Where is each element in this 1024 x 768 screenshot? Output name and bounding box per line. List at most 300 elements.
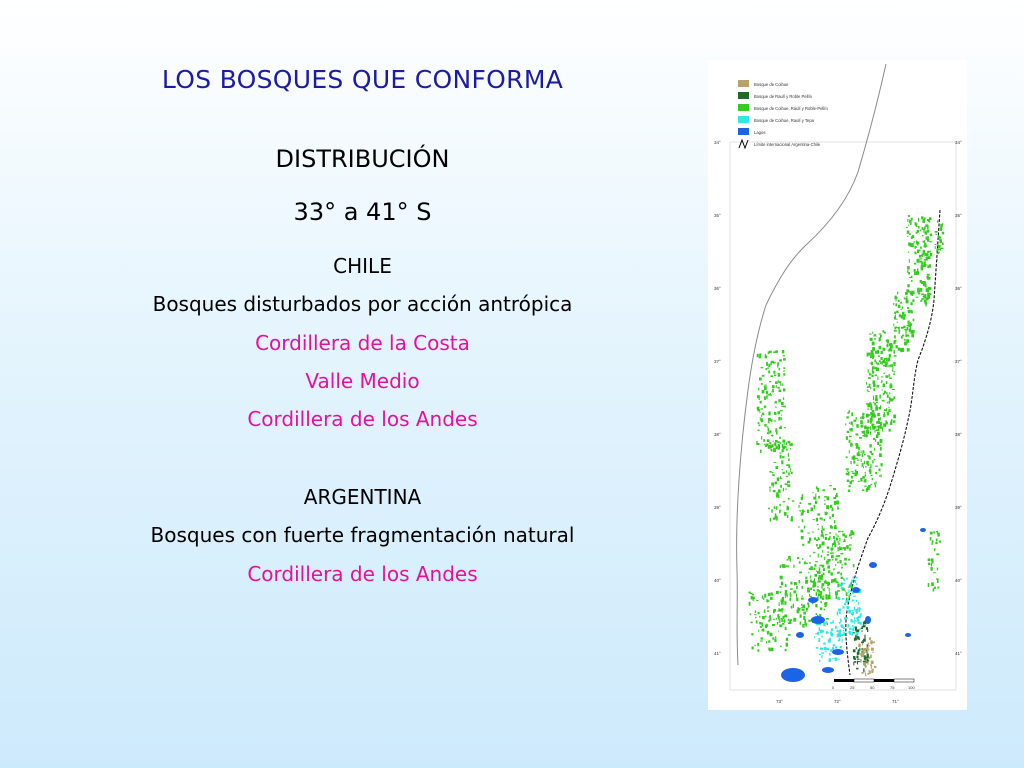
forest-patch [927,265,929,268]
forest-patch [829,559,831,561]
forest-patch [860,660,861,662]
forest-patch [935,542,937,544]
forest-patch [758,422,760,424]
forest-patch [780,610,782,611]
forest-patch [941,248,944,249]
legend-label: Límite internacional Argentina-Chile [754,142,821,147]
forest-patch [760,626,762,628]
forest-patch [846,456,848,458]
forest-patch [853,564,855,567]
forest-patch [823,568,825,571]
forest-patch [803,616,805,620]
forest-patch [782,406,785,407]
forest-patch [856,668,858,670]
forest-patch [844,539,846,541]
forest-patch [768,600,769,602]
forest-patch [788,565,790,567]
forest-patch [849,429,851,431]
forest-patch [883,330,885,332]
forest-patch [848,586,850,588]
forest-patch [919,255,922,258]
forest-patch [860,478,862,482]
forest-patch [859,437,862,439]
forest-patch [825,602,828,606]
forest-patch [786,590,787,591]
forest-patch [852,600,853,602]
forest-patch [853,576,854,578]
forest-patch [777,614,779,617]
forest-patch [823,534,824,538]
forest-patch [796,594,797,598]
forest-patch [765,616,767,618]
forest-patch [920,247,922,249]
forest-patch [892,389,895,390]
forest-patch [897,292,898,295]
forest-patch [872,478,874,480]
chile-region-andes: Cordillera de los Andes [247,407,478,431]
forest-patch [776,517,778,521]
forest-patch [901,348,904,352]
forest-patch [922,219,924,223]
forest-patch [894,312,896,315]
forest-patch [814,574,817,577]
forest-patch [847,600,848,603]
forest-patch [852,612,854,616]
forest-patches [749,215,945,676]
forest-patch [757,443,760,445]
forest-patch [822,489,825,491]
forest-patch [780,383,781,386]
forest-patch [764,444,766,446]
forest-patch [774,375,776,377]
forest-patch [770,488,771,492]
forest-patch [901,327,904,329]
forest-patch [849,485,851,487]
forest-patch [874,338,876,340]
forest-patch [864,461,865,464]
forest-patch [759,398,760,400]
forest-patch [886,422,888,425]
forest-patch [829,588,830,592]
lake [811,616,825,624]
forest-patch [873,396,874,397]
forest-patch [776,506,777,510]
forest-patch [840,553,843,555]
forest-patch [938,236,940,239]
forest-patch [768,364,770,366]
forest-patch [831,628,833,631]
forest-patch [814,538,816,540]
forest-patch [876,368,879,371]
forest-patch [835,558,838,560]
forest-patch [801,536,804,539]
forest-patch [796,586,798,589]
forest-patch [760,418,761,419]
forest-patch [818,596,819,597]
forest-patch [937,587,939,589]
forest-patch [911,302,913,305]
forest-patch [781,460,783,464]
forest-patch [765,354,766,356]
forest-patch [904,298,906,300]
scale-label: 75 [890,685,895,690]
forest-patch [780,586,782,588]
forest-patch [771,375,774,377]
forest-patch [895,296,897,300]
forest-patch [908,243,910,245]
forest-patch [879,395,881,399]
forest-patch [840,547,842,550]
forest-patch [907,284,909,287]
forest-patch [854,658,857,660]
forest-patch [766,395,768,399]
forest-patch [834,658,835,659]
forest-patch [768,640,770,642]
forest-patch [939,541,941,543]
forest-patch [820,601,822,603]
forest-patch [906,296,907,298]
forest-patch [769,442,771,444]
forest-patch [820,578,823,580]
forest-patch [810,575,811,578]
forest-patch [801,604,802,606]
forest-patch [873,402,875,403]
forest-patch [835,591,838,595]
forest-patch [853,649,856,652]
forest-patch [757,395,760,398]
legend-swatch-lagos [738,128,749,135]
forest-patch [808,572,809,573]
forest-patch [824,557,825,560]
forest-patch [879,407,882,410]
scale-label: 25 [850,685,855,690]
forest-patch [908,215,910,217]
forest-patch [826,631,829,633]
forest-patch [928,256,931,259]
forest-patch [761,383,763,385]
map-legend [738,80,828,148]
forest-patch [866,651,868,653]
forest-patch [817,589,819,592]
forest-patch [830,526,833,528]
forest-patch [781,415,782,416]
forest-patch [930,234,932,236]
forest-patch [846,592,848,596]
forest-patch [864,635,865,639]
forest-patch [885,375,888,378]
forest-patch [761,415,762,417]
forest-patch [833,536,835,539]
lake [808,597,818,603]
forest-patch [790,471,791,473]
forest-patch [774,639,776,642]
forest-patch [889,401,891,404]
forest-patch [894,328,896,329]
forest-patch [846,578,848,580]
lake [920,528,926,532]
forest-patch [935,244,937,245]
forest-patch [858,661,860,662]
forest-patch [776,446,777,449]
forest-patch [925,232,928,235]
forest-patch [763,439,765,442]
forest-patch [776,591,779,594]
forest-patch [853,461,855,464]
forest-patch [784,443,785,445]
forest-patch [874,360,876,363]
forest-patch [889,378,892,380]
forest-patch [937,252,939,254]
forest-patch [853,632,855,633]
legend-swatch-rauli-roble [738,92,749,99]
forest-patch [882,400,885,402]
forest-patch [859,454,861,456]
forest-patch [859,648,860,651]
forest-patch [931,582,934,586]
forest-patch [851,480,854,482]
forest-patch [779,620,781,623]
forest-patch [878,427,880,430]
forest-patch [827,546,830,548]
forest-patch [893,373,895,375]
forest-patch [870,387,871,389]
forest-patch [835,626,837,629]
forest-patch [907,348,910,352]
scale-label: 0 [832,685,835,690]
forest-patch [833,569,835,571]
forest-patch [812,585,814,588]
argentina-region-andes: Cordillera de los Andes [247,562,478,586]
lat-tick: 36° [714,286,721,291]
forest-patch [835,534,836,536]
forest-patch [896,311,898,313]
forest-patch [876,422,879,424]
chile-region-coast: Cordillera de la Costa [255,331,470,355]
forest-patch [827,598,829,600]
forest-patch [778,631,779,632]
forest-patch [775,381,778,384]
forest-patch [881,380,882,383]
forest-patch [840,646,842,648]
forest-patch [906,298,908,300]
forest-patch [782,450,784,452]
forest-patch [855,620,858,621]
forest-patch [861,628,863,629]
forest-patch [898,300,900,302]
forest-patch [851,537,853,538]
forest-patch [916,272,917,274]
forest-patch [825,537,827,540]
forest-patch [849,450,850,453]
forest-patch [780,455,782,459]
forest-patch [879,445,881,447]
forest-patch [804,526,805,529]
forest-patch [815,494,816,498]
forest-patch [781,417,782,419]
forest-patch [784,614,787,617]
forest-patch [769,617,771,618]
forest-patch [839,560,841,564]
forest-patch [837,586,839,587]
forest-patch [808,503,811,505]
forest-patch [924,243,926,246]
forest-patch [776,466,779,469]
forest-patch [785,584,787,587]
forest-patch [764,396,766,400]
forest-patch [767,432,769,434]
forest-patch [868,661,869,665]
forest-patch [833,579,835,583]
forest-patch [890,383,891,386]
forest-patch [898,305,900,308]
forest-patch [818,577,820,580]
forest-patch [851,632,853,636]
forest-patch [782,350,785,353]
forest-patch [826,505,829,509]
forest-patch [877,363,880,365]
forest-patch [832,514,834,516]
forest-patch [836,595,838,599]
forest-patch [771,435,774,436]
forest-patch [871,416,872,420]
forest-patch [852,610,854,611]
forest-patch [850,533,852,536]
forest-patch [821,530,822,533]
forest-patch [881,376,883,377]
forest-patch [782,611,783,612]
forest-patch [868,643,870,645]
forest-patch [756,620,758,623]
forest-patch [906,227,908,228]
forest-patch [936,553,939,555]
forest-patch [867,353,869,357]
forest-patch [826,582,829,585]
forest-patch [877,385,880,388]
forest-patch [760,353,762,357]
forest-patch [884,373,885,374]
forest-patch [924,297,927,299]
forest-patch [813,519,815,520]
forest-patch [925,224,928,227]
forest-patch [775,516,776,519]
forest-patch [873,384,876,387]
forest-patch [779,624,782,627]
forest-patch [801,530,804,533]
forest-patch [921,281,924,284]
forest-patch [933,531,935,534]
forest-patch [780,476,781,478]
forest-patch [775,428,777,432]
forest-patch [848,624,850,628]
forest-patch [875,484,876,487]
forest-patch [836,630,838,632]
scale-label: 50 [870,685,875,690]
forest-patch [871,453,873,455]
forest-patch [831,573,833,576]
forest-patch [782,469,783,470]
lake [832,649,844,655]
forest-patch [902,335,904,337]
forest-patch [911,312,913,313]
forest-patch [782,472,784,474]
forest-patch [856,577,858,579]
forest-patch [783,488,784,491]
forest-patch [851,471,854,472]
forest-patch [854,617,855,619]
forest-patch [877,442,879,445]
forest-patch [793,591,796,594]
forest-patch [854,638,856,641]
forest-patch [817,571,820,574]
forest-patch [809,538,810,542]
forest-patch [768,370,770,373]
forest-patch [817,632,819,635]
forest-patch [937,245,939,247]
forest-patch [869,444,871,447]
forest-patch [788,622,790,624]
forest-patch [775,440,777,442]
forest-patch [799,572,802,574]
forest-patch [800,614,802,618]
forest-patch [867,420,869,423]
forest-patch [773,441,774,442]
forest-patch [784,427,786,428]
forest-patch [813,568,815,571]
forest-patch [867,461,869,464]
forest-patch [750,613,752,615]
forest-patch [824,581,826,584]
forest-patch [790,588,793,590]
forest-patch [869,353,871,356]
forest-patch [882,361,883,365]
forest-patch [834,525,837,526]
forest-patch [835,495,838,497]
forest-patch [812,492,813,493]
forest-patch [928,583,930,587]
forest-patch [787,515,788,518]
forest-patch [869,402,872,404]
forest-patch [929,251,931,253]
forest-patch [883,365,885,367]
forest-patch [870,356,872,359]
forest-patch [886,358,888,361]
forest-patch [861,426,864,427]
forest-patch [776,494,779,497]
forest-patch [887,397,889,398]
forest-patch [872,414,873,416]
forest-patch [938,249,941,250]
forest-patch [926,276,928,278]
forest-patch [922,227,924,230]
lake [852,587,860,593]
forest-patch [926,253,929,256]
forest-patch [786,470,787,472]
forest-patch [929,278,930,279]
forest-patch [930,253,932,256]
forest-patch [835,646,837,648]
slide-title: LOS BOSQUES QUE CONFORMA [161,65,564,94]
forest-patch [750,593,752,594]
forest-patch [816,613,818,615]
forest-patch [937,568,938,571]
forest-patch [863,649,865,652]
forest-patch [779,368,780,371]
forest-patch [915,246,917,247]
forest-patch [774,420,776,421]
forest-patch [871,648,874,651]
forest-patch [884,391,885,395]
forest-patch [759,622,761,624]
